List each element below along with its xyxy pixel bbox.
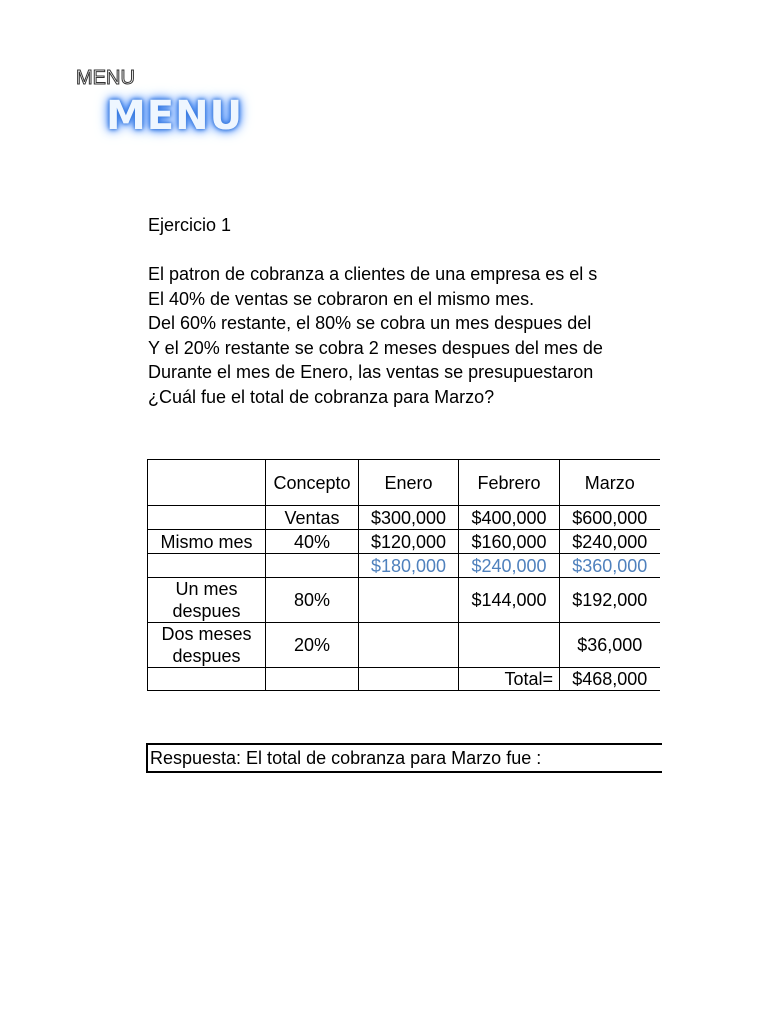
table-row	[148, 530, 660, 554]
exercise-title: Ejercicio 1	[148, 215, 232, 235]
table-header-row	[148, 460, 660, 506]
header-cell: Febrero	[459, 460, 560, 506]
header-cell	[148, 460, 266, 506]
table-cell	[266, 554, 359, 578]
table-total-row	[148, 668, 660, 691]
answer-text: Respuesta: El total de cobranza para Marzo fue :	[150, 748, 542, 768]
table-row	[148, 506, 660, 530]
problem-statement	[148, 262, 660, 409]
table-cell: 80%	[266, 578, 359, 623]
remaining-cell: $240,000	[459, 554, 560, 578]
table-cell: $192,000	[560, 578, 660, 623]
table-cell: $300,000	[359, 506, 459, 530]
table-row	[148, 623, 660, 668]
table-cell: Ventas	[266, 506, 359, 530]
table-cell	[359, 578, 459, 623]
table-cell: $120,000	[359, 530, 459, 554]
total-value: $468,000	[560, 668, 660, 691]
problem-line: Durante el mes de Enero, las ventas se presupuestaron	[148, 362, 594, 382]
table-cell	[148, 668, 266, 691]
total-label: Total=	[459, 668, 560, 691]
table-cell	[266, 668, 359, 691]
table-cell: Dos meses despues	[148, 623, 266, 668]
problem-line: El 40% de ventas se cobraron en el mismo mes.	[148, 288, 535, 309]
answer-box	[146, 743, 662, 773]
table-cell	[359, 668, 459, 691]
table-cell: 20%	[266, 623, 359, 668]
problem-line: ¿Cuál fue el total de cobranza para Marzo?	[148, 386, 495, 407]
menu-link-small[interactable]: MENU	[76, 67, 135, 89]
menu-button[interactable]: MENU	[106, 93, 244, 139]
header-cell: Enero	[359, 460, 459, 506]
table-cell	[459, 623, 560, 668]
problem-line: Del 60% restante, el 80% se cobra un mes despues del	[148, 313, 592, 333]
remaining-cell: $360,000	[560, 554, 660, 578]
collection-table	[147, 459, 660, 691]
header-cell: Concepto	[266, 460, 359, 506]
problem-line: El patron de cobranza a clientes de una empresa es el s	[148, 264, 598, 284]
table-cell: $600,000	[560, 506, 660, 530]
problem-line: Y el 20% restante se cobra 2 meses despues del mes de	[148, 337, 603, 358]
table-cell: Un mes despues	[148, 578, 266, 623]
table-cell	[148, 554, 266, 578]
header-cell: Marzo	[560, 460, 660, 506]
remaining-cell: $180,000	[359, 554, 459, 578]
table-row	[148, 578, 660, 623]
table-cell	[359, 623, 459, 668]
table-cell: $36,000	[560, 623, 660, 668]
table-cell: Mismo mes	[148, 530, 266, 554]
table-row	[148, 554, 660, 578]
table-cell: 40%	[266, 530, 359, 554]
table-cell: $400,000	[459, 506, 560, 530]
table-cell: $160,000	[459, 530, 560, 554]
table-cell	[148, 506, 266, 530]
table-cell: $144,000	[459, 578, 560, 623]
table-cell: $240,000	[560, 530, 660, 554]
